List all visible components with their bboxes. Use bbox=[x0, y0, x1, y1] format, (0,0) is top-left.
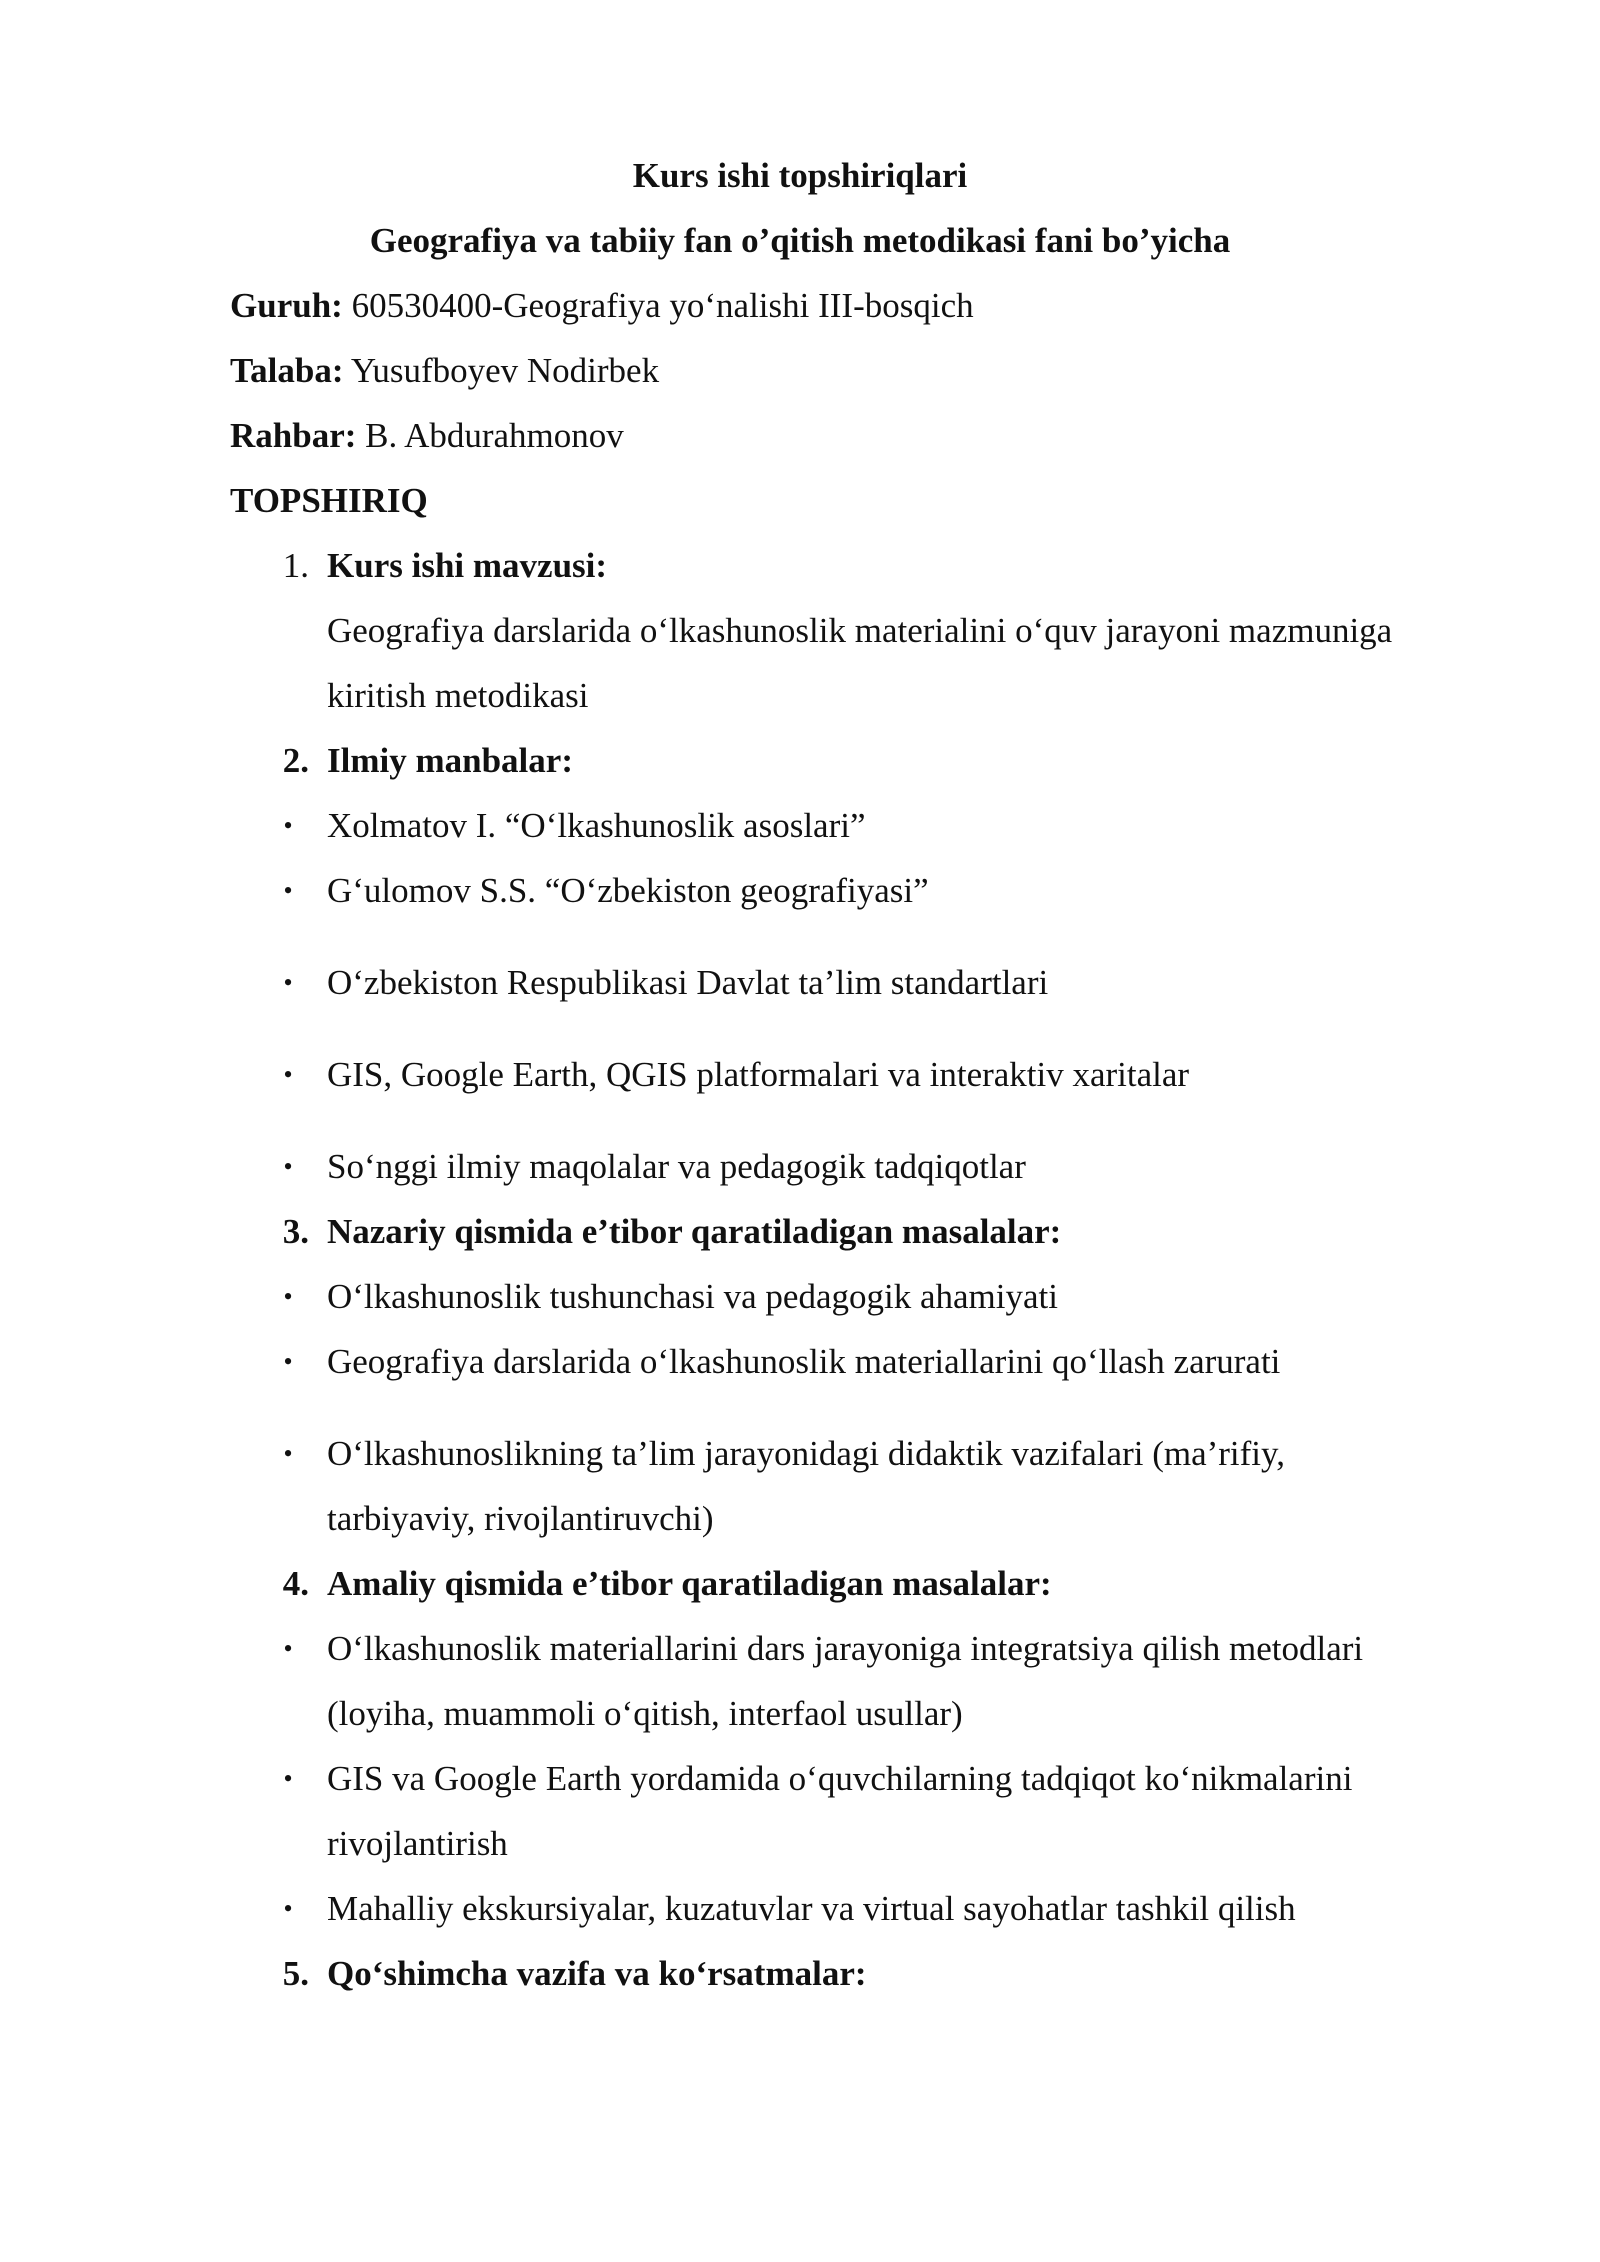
section-3-heading: Nazariy qismida e’tibor qaratiladigan masalalar: bbox=[327, 1212, 1062, 1251]
section-4-heading: Amaliy qismida e’tibor qaratiladigan masalalar: bbox=[327, 1564, 1052, 1603]
practice-item-1: Oʻlkashunoslik materiallarini dars jarayoniga integratsiya qilish metodlari bbox=[327, 1629, 1364, 1668]
source-item-4: GIS, Google Earth, QGIS platformalari va interaktiv xaritalar bbox=[327, 1055, 1190, 1094]
theory-item-2: Geografiya darslarida oʻlkashunoslik materiallarini qoʻllash zarurati bbox=[327, 1342, 1281, 1381]
student-label: Talaba: bbox=[230, 351, 344, 390]
bullet-icon: • bbox=[283, 1894, 293, 1923]
topic-line-1: Geografiya darslarida oʻlkashunoslik materialini oʻquv jarayoni mazmuniga bbox=[327, 611, 1393, 650]
bullet-icon: • bbox=[283, 968, 293, 997]
student-value: Yusufboyev Nodirbek bbox=[343, 351, 660, 390]
section-2-number: 2. bbox=[282, 741, 309, 780]
practice-item-3: Mahalliy ekskursiyalar, kuzatuvlar va virtual sayohatlar tashkil qilish bbox=[327, 1889, 1296, 1928]
section-1-heading: Kurs ishi mavzusi: bbox=[327, 546, 608, 585]
bullet-icon: • bbox=[283, 1634, 293, 1663]
bullet-icon: • bbox=[283, 1152, 293, 1181]
group-value: 60530400-Geografiya yoʻnalishi III-bosqich bbox=[342, 286, 974, 325]
bullet-icon: • bbox=[283, 1764, 293, 1793]
supervisor-label: Rahbar: bbox=[230, 416, 357, 455]
section-3-number: 3. bbox=[282, 1212, 309, 1251]
section-5-heading: Qoʻshimcha vazifa va koʻrsatmalar: bbox=[327, 1954, 867, 1993]
section-5-number: 5. bbox=[282, 1954, 309, 1993]
source-item-5: Soʻnggi ilmiy maqolalar va pedagogik tadqiqotlar bbox=[327, 1147, 1026, 1186]
bullet-icon: • bbox=[283, 876, 293, 905]
theory-item-1: Oʻlkashunoslik tushunchasi va pedagogik ahamiyati bbox=[327, 1277, 1058, 1316]
source-item-3: Oʻzbekiston Respublikasi Davlat ta’lim standartlari bbox=[327, 963, 1049, 1002]
supervisor-line bbox=[230, 415, 624, 457]
group-line bbox=[230, 285, 974, 327]
topic-line-2: kiritish metodikasi bbox=[327, 676, 589, 715]
supervisor-value: B. Abdurahmonov bbox=[356, 416, 624, 455]
group-label: Guruh: bbox=[230, 286, 343, 325]
document-subtitle: Geografiya va tabiiy fan o’qitish metodikasi fani bo’yicha bbox=[369, 221, 1231, 260]
practice-item-2-continued: rivojlantirish bbox=[327, 1824, 508, 1863]
bullet-icon: • bbox=[283, 1347, 293, 1376]
section-4-number: 4. bbox=[282, 1564, 309, 1603]
bullet-icon: • bbox=[283, 1060, 293, 1089]
source-item-1: Xolmatov I. “Oʻlkashunoslik asoslari” bbox=[327, 806, 866, 845]
bullet-icon: • bbox=[283, 1282, 293, 1311]
practice-item-1-continued: (loyiha, muammoli oʻqitish, interfaol usullar) bbox=[327, 1694, 963, 1733]
practice-item-2: GIS va Google Earth yordamida oʻquvchilarning tadqiqot koʻnikmalarini bbox=[327, 1759, 1353, 1798]
theory-item-3: Oʻlkashunoslikning ta’lim jarayonidagi didaktik vazifalari (ma’rifiy, bbox=[327, 1434, 1286, 1473]
assignment-heading: TOPSHIRIQ bbox=[230, 481, 428, 520]
bullet-icon: • bbox=[283, 1439, 293, 1468]
theory-item-3-continued: tarbiyaviy, rivojlantiruvchi) bbox=[327, 1499, 714, 1538]
section-2-heading: Ilmiy manbalar: bbox=[327, 741, 573, 780]
bullet-icon: • bbox=[283, 811, 293, 840]
document-title: Kurs ishi topshiriqlari bbox=[632, 156, 968, 195]
source-item-2: Gʻulomov S.S. “Oʻzbekiston geografiyasi” bbox=[327, 871, 929, 910]
section-1-number: 1. bbox=[282, 546, 309, 585]
student-line bbox=[230, 350, 659, 392]
